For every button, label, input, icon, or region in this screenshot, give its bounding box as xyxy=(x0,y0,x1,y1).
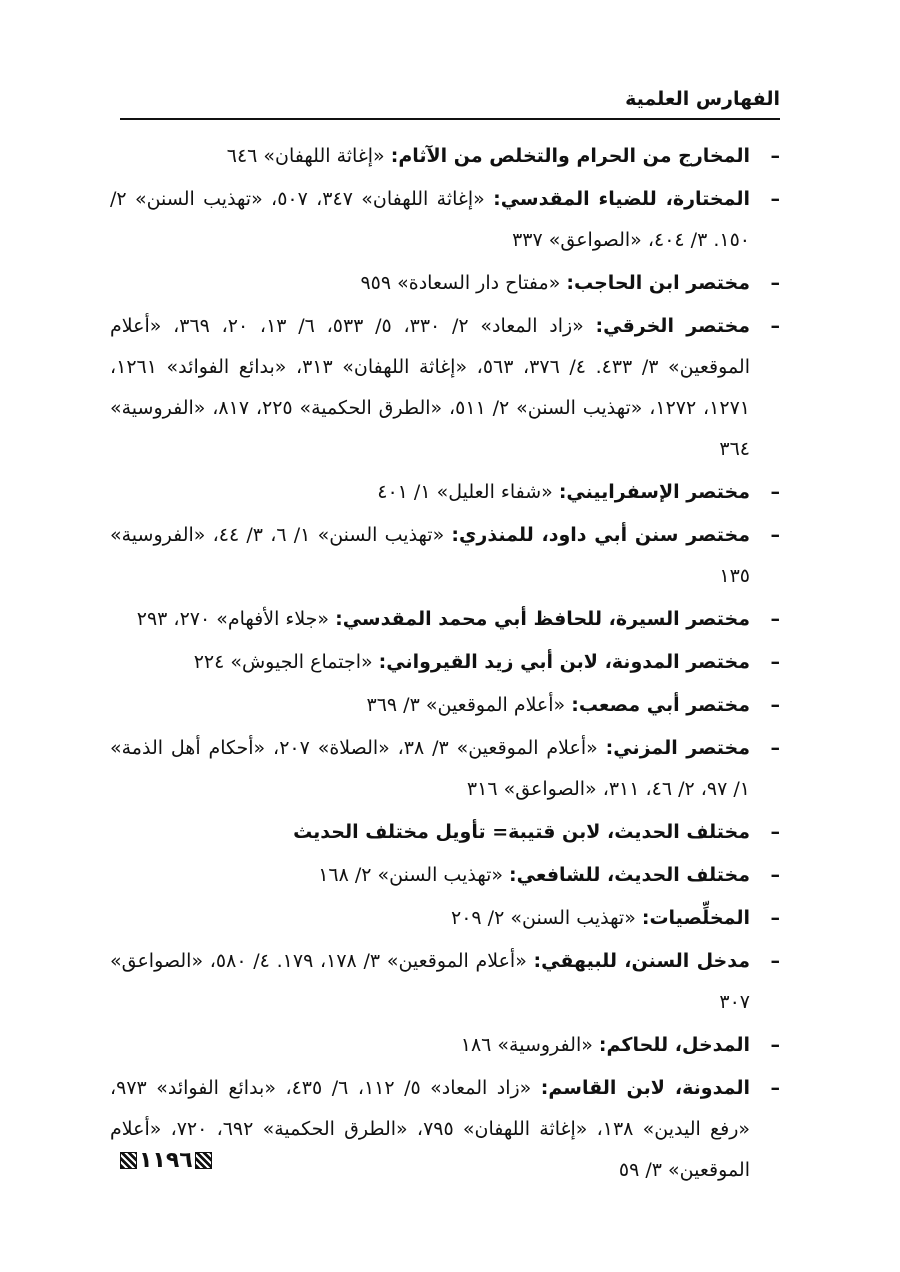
index-entry xyxy=(110,515,780,597)
entry-title: مختلف الحديث، لابن قتيبة= تأويل مختلف الحديث xyxy=(293,821,750,843)
entry-references: «شفاء العليل» ١/ ٤٠١ xyxy=(377,481,559,503)
index-entry xyxy=(110,136,780,177)
entry-references: «اجتماع الجيوش» ٢٢٤ xyxy=(193,651,379,673)
entry-dash: – xyxy=(770,737,780,759)
entry-dash: – xyxy=(770,315,780,337)
entry-references: «زاد المعاد» ٥/ ١١٢، ٦/ ٤٣٥، «بدائع الفوائد» ٩٧٣، «رفع اليدين» ١٣٨، «إغاثة اللهفان» ٧٩٥، «الطرق الحكمية» ٦٩٢، ٧٢٠، «أعلام الموقعين» ٣/ ٥٩ xyxy=(110,1077,751,1181)
entry-dash: – xyxy=(770,864,780,886)
index-entry xyxy=(110,179,780,261)
entry-title: المدخل، للحاكم: xyxy=(598,1034,750,1056)
entry-title: المخلِّصيات: xyxy=(641,907,750,929)
index-entry xyxy=(110,599,780,640)
entry-references: «زاد المعاد» ٢/ ٣٣٠، ٥/ ٥٣٣، ٦/ ١٣، ٢٠، ٣٦٩، «أعلام الموقعين» ٣/ ٤٣٣. ٤/ ٣٧٦، ٥٦٣، «إغاثة اللهفان» ٣١٣، «بدائع الفوائد» ١٢٦١، ١٢٧١، ١٢٧٢، «تهذيب السنن» ٢/ ٥١١، «الطرق الحكمية» ٢٢٥، ٨١٧، «الفروسية» ٣٦٤ xyxy=(110,315,750,460)
entry-title: مختصر المزني: xyxy=(605,737,751,759)
index-entry xyxy=(110,941,780,1023)
entry-dash: – xyxy=(770,608,780,630)
entry-references: «أعلام الموقعين» ٣/ ٣٨، «الصلاة» ٢٠٧، «أحكام أهل الذمة» ١/ ٩٧، ٢/ ٤٦، ٣١١، «الصواعق» ٣١٦ xyxy=(110,737,750,800)
entry-references: «تهذيب السنن» ١/ ٦، ٣/ ٤٤، «الفروسية» ١٣٥ xyxy=(110,524,750,587)
entry-dash: – xyxy=(770,907,780,929)
index-entry xyxy=(110,685,780,726)
header-rule xyxy=(120,118,780,120)
entry-title: المختارة، للضياء المقدسي: xyxy=(493,188,750,210)
entry-title: مختلف الحديث، للشافعي: xyxy=(509,864,750,886)
ornament-icon xyxy=(120,1152,137,1169)
entry-dash: – xyxy=(770,950,780,972)
entry-references: «جلاء الأفهام» ٢٧٠، ٢٩٣ xyxy=(136,608,336,630)
index-entry xyxy=(110,642,780,683)
index-entries-list xyxy=(110,136,780,1193)
entry-dash: – xyxy=(770,188,780,210)
index-entry xyxy=(110,1025,780,1066)
index-entry xyxy=(110,263,780,304)
entry-dash: – xyxy=(770,1034,780,1056)
running-title: الفهارس العلمية xyxy=(625,88,780,110)
entry-title: المخارج من الحرام والتخلص من الآثام: xyxy=(390,145,750,167)
index-entry xyxy=(110,728,780,810)
entry-dash: – xyxy=(770,694,780,716)
entry-title: مدخل السنن، للبيهقي: xyxy=(533,950,750,972)
entry-references: «تهذيب السنن» ٢/ ٢٠٩ xyxy=(451,907,642,929)
page-folio xyxy=(120,1148,212,1173)
index-entry xyxy=(110,855,780,896)
entry-references: «تهذيب السنن» ٢/ ١٦٨ xyxy=(318,864,510,886)
entry-dash: – xyxy=(770,821,780,843)
index-entry xyxy=(110,812,780,853)
entry-dash: – xyxy=(770,1077,780,1099)
entry-references: «مفتاح دار السعادة» ٩٥٩ xyxy=(360,272,567,294)
entry-title: مختصر سنن أبي داود، للمنذري: xyxy=(451,524,750,546)
entry-references: «أعلام الموقعين» ٣/ ١٧٨، ١٧٩. ٤/ ٥٨٠، «الصواعق» ٣٠٧ xyxy=(110,950,750,1013)
entry-title: مختصر الإسفراييني: xyxy=(558,481,750,503)
entry-title: مختصر المدونة، لابن أبي زيد القيرواني: xyxy=(378,651,750,673)
entry-references: «أعلام الموقعين» ٣/ ٣٦٩ xyxy=(366,694,572,716)
entry-title: المدونة، لابن القاسم: xyxy=(540,1077,750,1099)
entry-title: مختصر ابن الحاجب: xyxy=(566,272,750,294)
entry-dash: – xyxy=(770,481,780,503)
entry-dash: – xyxy=(770,272,780,294)
entry-dash: – xyxy=(770,145,780,167)
entry-title: مختصر الخرقي: xyxy=(595,315,751,337)
entry-references: «الفروسية» ١٨٦ xyxy=(460,1034,599,1056)
index-entry xyxy=(110,472,780,513)
entry-title: مختصر السيرة، للحافظ أبي محمد المقدسي: xyxy=(335,608,750,630)
entry-references: «إغاثة اللهفان» ٦٤٦ xyxy=(226,145,391,167)
entry-dash: – xyxy=(770,524,780,546)
ornament-icon xyxy=(195,1152,212,1169)
entry-references: «إغاثة اللهفان» ٣٤٧، ٥٠٧، «تهذيب السنن» ٢/ ١٥٠. ٣/ ٤٠٤، «الصواعق» ٣٣٧ xyxy=(110,188,750,251)
entry-title: مختصر أبي مصعب: xyxy=(571,694,750,716)
page-number: ١١٩٦ xyxy=(139,1148,193,1173)
entry-dash: – xyxy=(770,651,780,673)
index-entry xyxy=(110,898,780,939)
index-entry xyxy=(110,306,780,470)
